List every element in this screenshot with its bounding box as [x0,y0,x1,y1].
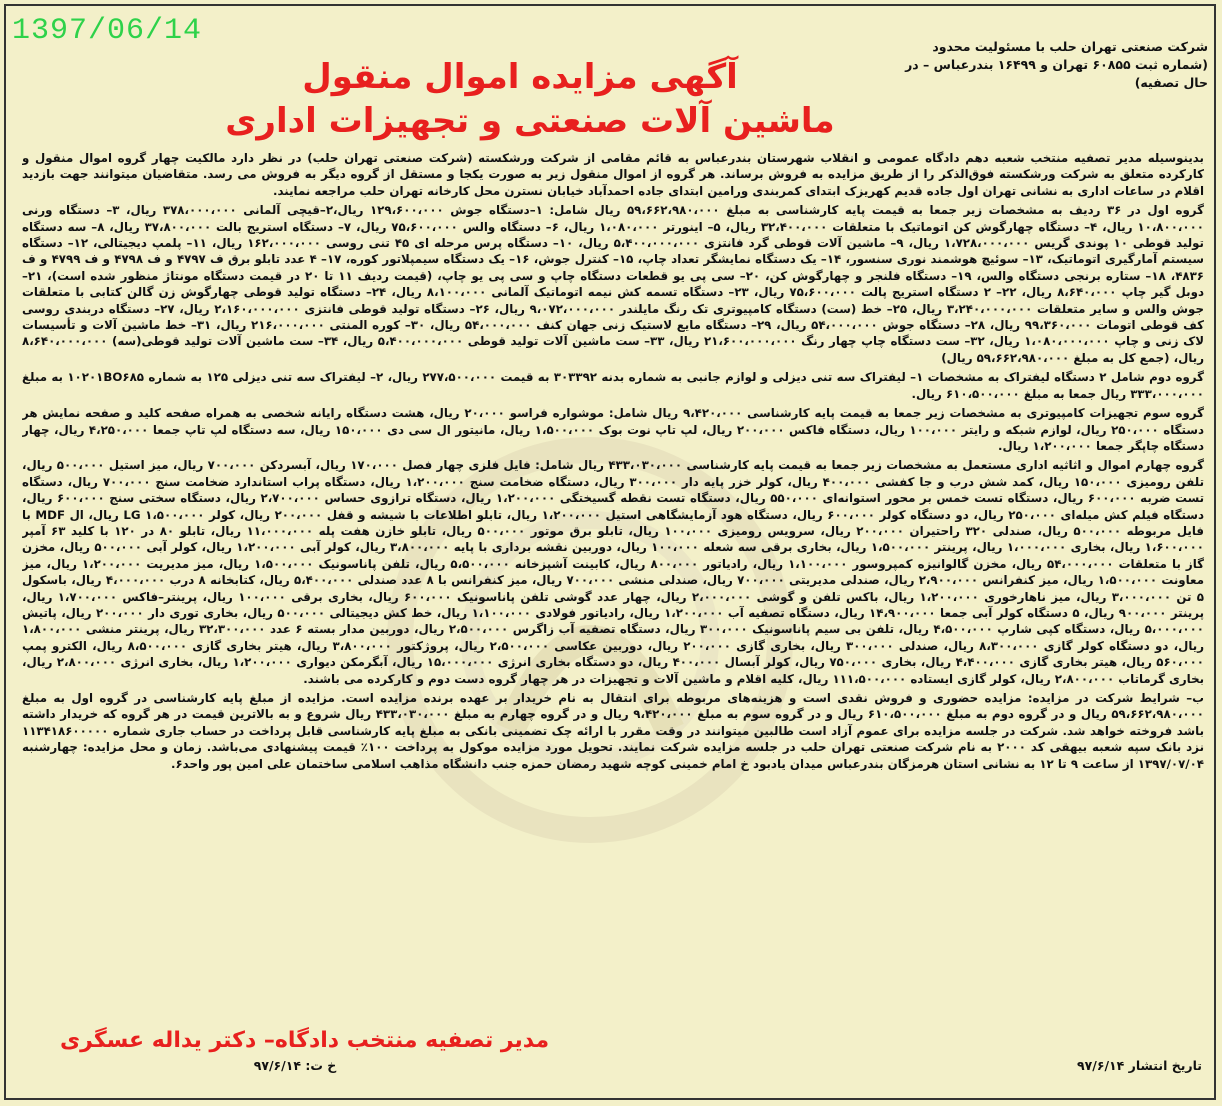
company-registration: (شماره ثبت ۶۰۸۵۵ تهران و ۱۶۴۹۹ بندرعباس – در حال تصفیه) [905,57,1208,90]
date-stamp: 1397/06/14 [12,14,203,48]
intro-paragraph: بدینوسیله مدیر تصفیه منتخب شعبه دهم دادگاه عمومی و انقلاب شهرستان بندرعباس به قائم مقامی از شرکت ورشکسته (شرکت صنعتی تهران حلب) در نظر دارد مالکیت چهار گروه اموال منقول و کارکرده متعلق به شرکت ورشکسته فوق‌الذکر را از طریق مزایده به فروش برساند. هر گروه از اموال منقول زیر به صورت یکجا و مستقل از گروه دیگر به فروش می رسد. متقاضیان میتوانند جهت بازدید اقلام در ساعات اداری به نشانی تهران اول جاده قدیم کهریزک ابتدای کمربندی ورامین ابتدای جاده احمدآباد خیابان نسترن محل کارخانه تهران حلب مراجعه نمایند. [22,151,1204,198]
group-four-paragraph: گروه چهارم اموال و اثاثیه اداری مستعمل به مشخصات زیر جمعا به قیمت پایه کارشناسی ۴۳۳،۰۳۰،۰۰۰ ریال شامل: فایل فلزی چهار فصل ۱۷۰،۰۰۰ ریال، آبسردکن ۷۰۰،۰۰۰ ریال، میز استیل ۵۰۰،۰۰۰ ریال، تلفن رومیزی ۱۵۰،۰۰۰ ریال، کمد شش درب و جا کفشی ۴۰۰،۰۰۰ ریال، کولر خزر پایه دار ۳۰۰،۰۰۰ ریال، دستگاه ضخامت سنج ۱،۲۰۰،۰۰۰ ریال، دستگاه پراب استاندارد ضخامت سنج ۷۰۰،۰۰۰ ریال، دستگاه تست ضربه ۶۰۰،۰۰۰ ریال، دستگاه تست خمس بر محور استوانه‌ای ۵۵۰،۰۰۰ ریال، دستگاه تست نقطه گسیختگی ۱،۲۰۰،۰۰۰ ریال، دستگاه ترازوی حساس ۲،۷۰۰،۰۰۰ ریال، دستگاه سختی سنج ۶۰۰،۰۰۰ ریال، دستگاه فیلم کش میله‌ای ۲۵۰،۰۰۰ ریال، دو دستگاه کولر ۶۰۰،۰۰۰ ریال، دستگاه هود آزمایشگاهی استیل ۱،۲۰۰،۰۰۰ ریال، تابلو اطلاعات با شیشه و قفل ۲۰۰،۰۰۰ ریال، کولر LG ۱،۵۰۰،۰۰۰ ریال، ال MDF با فایل مربوطه ۵۰۰،۰۰۰ ریال، صندلی ۳۲۰ راحتیران ۲۰۰،۰۰۰ ریال، سرویس رومیزی ۱۰۰،۰۰۰ ریال، تابلو برق موتور ۵۰۰،۰۰۰ ریال، تابلو خازن هفت پله ۱۱،۰۰۰،۰۰۰ ریال، تابلو ۸۰ در ۱۲۰ با کلید ۶۳ آمپر ۱،۶۰۰،۰۰۰ ریال، بخاری ۱،۰۰۰،۰۰۰ ریال، پرینتر ۱،۵۰۰،۰۰۰ ریال، بخاری برقی سه شعله ۱۰۰،۰۰۰ ریال، دوربین نقشه برداری با پایه ۳،۸۰۰،۰۰۰ ریال، کولر آبی ۱،۲۰۰،۰۰۰ ریال، کولر آبی ۵۰۰،۰۰۰ ریال، مخزن گاز با متعلقات ۵۴،۰۰۰،۰۰۰ ریال، مخزن گالوانیزه کمپروسور ۱،۱۰۰،۰۰۰ ریال، رادیاتور ۸۰۰،۰۰۰ ریال، کابینت آشپزخانه ۵،۵۰۰،۰۰۰ ریال، تلفن پاناسونیک ۱،۵۰۰،۰۰۰ ریال، میز مدیریت ۱،۲۰۰،۰۰۰ ریال، میز معاونت ۱،۵۰۰،۰۰۰ ریال، میز کنفرانس ۲،۹۰۰،۰۰۰ ریال، صندلی مدیریتی ۷۰۰،۰۰۰ ریال، صندلی منشی ۷۰۰،۰۰۰ ریال، میز کنفرانس با ۸ عدد صندلی ۵،۴۰۰،۰۰۰ ریال، کتابخانه ۸ درب ۴،۰۰۰،۰۰۰ ریال، باسکول ۵ تن ۳،۰۰۰،۰۰۰ ریال، میز ناهارخوری ۱،۲۰۰،۰۰۰ ریال، باکس تلفن و گوشی ۲،۰۰۰،۰۰۰ ریال، چهار عدد گوشی تلفن پاناسونیک ۶۰۰،۰۰۰ ریال، بخاری برقی ۱۰۰،۰۰۰ ریال، پرینتر–فاکس ۱،۷۰۰،۰۰۰ ریال، پرینتر ۹۰۰،۰۰۰ ریال، ۵ دستگاه کولر آبی جمعا ۱۴،۹۰۰،۰۰۰ ریال، دستگاه تصفیه آب ۱،۲۰۰،۰۰۰ ریال، رادیاتور فولادی ۱،۱۰۰،۰۰۰ ریال، خط کش دیجیتالی ۵۰۰،۰۰۰ ریال، بخاری توری دار ۲۰۰،۰۰۰ ریال، پاتیش ۵،۰۰۰،۰۰۰ ریال، دستگاه کپی شارپ ۴،۵۰۰،۰۰۰ ریال، تلفن بی سیم پاناسونیک ۳۰۰،۰۰۰ ریال، دستگاه تصفیه آب زاگرس ۲،۵۰۰،۰۰۰ ریال، دوربین مدار بسته ۶ عدد ۳۲،۳۰۰،۰۰۰ ریال، پرینتر منشی ۱،۸۰۰،۰۰۰ ریال، دو دستگاه کولر گازی ۸،۳۰۰،۰۰۰ ریال، صندلی ۳۰۰،۰۰۰ ریال، بخاری گازی ۲۰۰،۰۰۰ ریال، دوربین عکاسی ۲،۵۰۰،۰۰۰ ریال، پروژکتور ۳،۸۰۰،۰۰۰ ریال، هیتر بخاری گازی ۸،۵۰۰،۰۰۰ ریال، الکترو پمپ ۵۶۰،۰۰۰ ریال، هیتر بخاری گازی ۴،۴۰۰،۰۰۰ ریال، بخاری ۷۵۰،۰۰۰ ریال، کولر آبسال ۴۰۰،۰۰۰ ریال، دو دستگاه بخاری انرژی ۱۵،۰۰۰،۰۰۰ ریال، آبگرمکن دیواری ۱،۲۰۰،۰۰۰ ریال، بخاری انرژی ۲،۸۰۰،۰۰۰ ریال، بخاری گرماتاب ۲،۸۰۰،۰۰۰ ریال، کولر گازی ایستاده ۱۱۱،۵۰۰،۰۰۰ ریال، کلیه اقلام و ماشین آلات و تجهیزات در هر چهار گروه دست دوم و کارکرده می باشند. [22,458,1204,686]
company-info [878,38,1208,92]
ad-title-sub: ماشین آلات صنعتی و تجهیزات اداری [225,101,835,141]
company-name: شرکت صنعتی تهران حلب با مسئولیت محدود [932,39,1208,54]
ad-body [22,150,1204,1046]
publish-date: تاریخ انتشار ۹۷/۶/۱۴ [1077,1058,1202,1073]
group-two-paragraph: گروه دوم شامل ۲ دستگاه لیفتراک به مشخصات ۱– لیفتراک سه تنی دیزلی و لوازم جانبی به شماره بدنه ۳۰۳۳۹۲ به قیمت ۲۷۷،۵۰۰،۰۰۰ ریال، ۲– لیفتراک سه تنی دیزلی ۱۲۵ به شماره ۱۰۲۰۱BO۶۸۵ به مبلغ ۳۳۳،۰۰۰،۰۰۰ ریال جمعا به مبلغ ۶۱۰،۵۰۰،۰۰۰ ریال. [22,370,1204,401]
conditions-paragraph: ب– شرایط شرکت در مزایده: مزایده حضوری و فروش نقدی است و هزینه‌های مربوطه برای انتقال به نام خریدار بر عهده برنده مزایده است. مزایده از مبلغ پایه کارشناسی در گروه اول به مبلغ ۵۹،۶۶۲،۹۸۰،۰۰۰ ریال و در گروه دوم به مبلغ ۶۱۰،۵۰۰،۰۰۰ ریال و در گروه سوم به مبلغ ۹،۴۲۰،۰۰۰ ریال و در گروه چهارم به مبلغ ۴۳۳،۰۳۰،۰۰۰ ریال شروع و به بالاترین قیمت در هر گروه که خریدار داشته باشد فروخته خواهد شد. شرکت در جلسه مزایده برای عموم آزاد است طالبین میتوانند در وقت مقرر با ارائه چک تضمینی بانکی به مبلغ پایه کارشناسی قابل پرداخت در حساب جاری شماره ۱۱۳۴۱۸۶۰۰۰۰۰ نزد بانک سپه شعبه بیهقی کد ۲۰۰۰ به نام شرکت صنعتی تهران حلب در جلسه مزایده شرکت نمایند. تحویل مورد مزایده موکول به پرداخت ۱۰۰٪ قیمت پیشنهادی می‌باشد. زمان و محل مزایده: چهارشنبه ۱۳۹۷/۰۷/۰۴ از ساعت ۹ تا ۱۲ به نشانی استان هرمزگان بندرعباس میدان یادبود خ امام خمینی کوچه شهید رمضان حمزه جنب دانشگاه مذاهب اسلامی ساختمان علی امین پور واحد۶. [22,691,1204,771]
ad-code: خ ت: ۹۷/۶/۱۴ [253,1058,337,1073]
ad-title-main: آگهی مزایده اموال منقول [302,57,738,97]
signature: مدیر تصفیه منتخب دادگاه– دکتر یداله عسگری [60,1028,550,1053]
group-one-paragraph: گروه اول در ۳۶ ردیف به مشخصات زیر جمعا به قیمت پایه کارشناسی به مبلغ ۵۹،۶۶۲،۹۸۰،۰۰۰ ریال شامل: ۱–دستگاه جوش ۱۲۹،۶۰۰،۰۰۰ ریال،۲–قیچی آلمانی ۳۷۸،۰۰۰،۰۰۰ ریال، ۳– دستگاه ورنی ۱۰،۸۰۰،۰۰۰ ریال، ۴– دستگاه چهارگوش کن اتوماتیک با متعلقات ۳۲،۴۰۰،۰۰۰ ریال، ۵– اینورتر ۱،۰۸۰،۰۰۰ ریال، ۶– دستگاه والس ۷۵،۶۰۰،۰۰۰ ریال، ۷– دستگاه استریج بالت ۳۷،۸۰۰،۰۰۰ ریال، ۸– سه دستگاه تولید قوطی ۱۰ پوندی گریس ۱،۷۲۸،۰۰۰،۰۰۰ ریال، ۹– ماشین آلات قوطی گرد فانتزی ۵،۴۰۰،۰۰۰،۰۰۰ ریال، ۱۰– دستگاه پرس مرحله ای ۴۵ تنی روسی ۱۶۲،۰۰۰،۰۰۰ ریال، ۱۱– پلمپ دیجیتالی، ۱۲– دستگاه سیستم آمارگیری اتوماتیک، ۱۳– سوئیچ هوشمند نوری سنسور، ۱۴– یک دستگاه نمایشگر تعداد چاپ، ۱۵– کنترل جوش، ۱۶– یک دستگاه سیمپلاتور کوره، ۱۷– ۴ عدد تابلو برق ف ۴۷۹۷ و ف ۴۷۹۸ و ف ۴۷۹۹ و ف ۴۸۳۶، ۱۸– ستاره برنجی دستگاه والس، ۱۹– دستگاه فلنجر و چهارگوش کن، ۲۰– سی پی یو قطعات دستگاه چاپ و سی پی یو چاپ، (قیمت ردیف ۱۱ تا ۲۰ در قیمت دستگاه مونتاژ منظور شده است)، ۲۱– دوبل گیر چاپ ۸،۶۴۰،۰۰۰ ریال، ۲۲– ۲ دستگاه استریج پالت ۷۵،۶۰۰،۰۰۰ ریال، ۲۳– دستگاه تسمه کش نیمه اتوماتیک آلمانی ۸،۱۰۰،۰۰۰ ریال، ۲۴– دستگاه تولید قوطی چهارگوش زن گالن کتابی با متعلقات جوش والس و سایر متعلقات ۳،۲۴۰،۰۰۰،۰۰۰ ریال، ۲۵– خط (ست) دستگاه کامپیوتری تک رنگ مایلندر ۹،۰۷۲،۰۰۰،۰۰۰ ریال، ۲۶– دستگاه تولید قوطی فانتزی ۲،۱۶۰،۰۰۰،۰۰۰ ریال، ۲۷– دستگاه دربندی روسی کف قوطی اتومات ۹۹،۳۶۰،۰۰۰ ریال، ۲۸– دستگاه جوش ۵۴،۰۰۰،۰۰۰ ریال، ۲۹– دستگاه مایع لاستیک زنی جهان کنف ۵۴،۰۰۰،۰۰۰ ریال، ۳۰– کوره المنتی ۲۱۶،۰۰۰،۰۰۰ ریال، ۳۱– خط ماشین آلات و تأسیسات لاک زنی و چاپ ۱،۰۸۰،۰۰۰،۰۰۰ ریال، ۳۲– ست دستگاه چاپ چهار رنگ ۲۱،۶۰۰،۰۰۰،۰۰۰ ریال، ۳۳– ست ماشین آلات تولید قوطی ۵،۴۰۰،۰۰۰،۰۰۰ ریال، ۳۴– ست ماشین آلات تولید قوطی(سه) ۸،۶۴۰،۰۰۰،۰۰۰ ریال، (جمع کل به مبلغ ۵۹،۶۶۲،۹۸۰،۰۰۰ ریال) [22,203,1204,365]
group-three-paragraph: گروه سوم تجهیزات کامپیوتری به مشخصات زیر جمعا به قیمت پایه کارشناسی ۹،۴۲۰،۰۰۰ ریال شامل: موشواره فراسو ۲۰،۰۰۰ ریال، هشت دستگاه رایانه شخصی به همراه صفحه کلید و صفحه نمایش هر دستگاه ۲۵۰،۰۰۰ ریال، لوازم شبکه و رایتر ۱۰۰،۰۰۰ ریال، دستگاه فاکس ۲۰۰،۰۰۰ ریال، لپ تاپ نوت بوک ۱،۵۰۰،۰۰۰ ریال، مانیتور ال سی دی ۱۵۰،۰۰۰ ریال، سه دستگاه لپ تاپ جمعا ۴،۲۵۰،۰۰۰ ریال، چهار دستگاه چاپگر جمعا ۱،۲۰۰،۰۰۰ ریال. [22,406,1204,453]
